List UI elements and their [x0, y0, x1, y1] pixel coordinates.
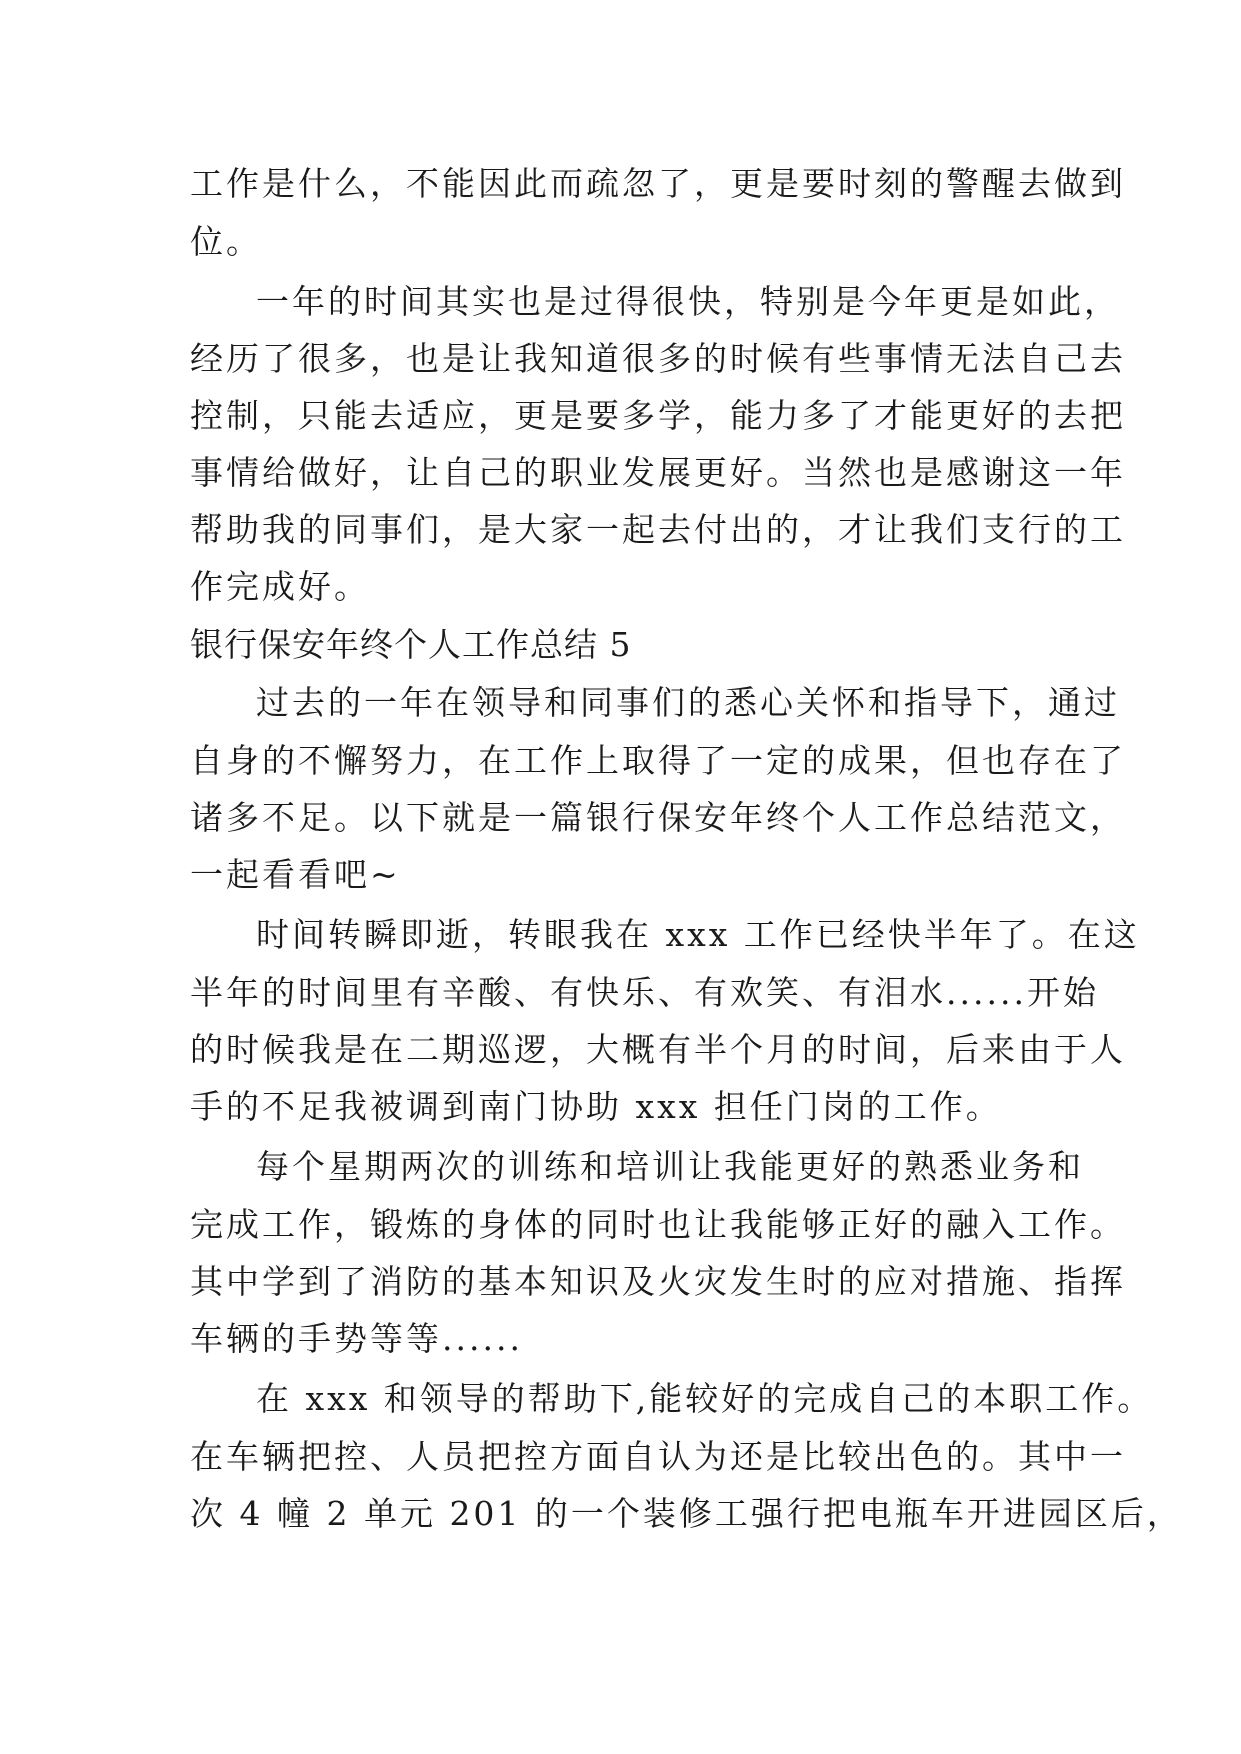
- text-line: 在车辆把控、人员把控方面自认为还是比较出色的。其中一: [190, 1437, 1126, 1476]
- text-line: 诸多不足。以下就是一篇银行保安年终个人工作总结范文，: [190, 798, 1126, 837]
- section-heading: 银行保安年终个人工作总结 5: [190, 625, 632, 664]
- text-line: 车辆的手势等等......: [190, 1319, 523, 1358]
- text-line: 事情给做好，让自己的职业发展更好。当然也是感谢这一年: [190, 453, 1126, 492]
- text-line: 半年的时间里有辛酸、有快乐、有欢笑、有泪水......开始: [190, 973, 1099, 1012]
- text-line: 自身的不懈努力，在工作上取得了一定的成果，但也存在了: [190, 741, 1126, 780]
- paragraph-first-line: 过去的一年在领导和同事们的悉心关怀和指导下，通过: [256, 683, 1120, 722]
- text-line: 经历了很多，也是让我知道很多的时候有些事情无法自己去: [190, 339, 1126, 378]
- paragraph-first-line: 每个星期两次的训练和培训让我能更好的熟悉业务和: [256, 1147, 1084, 1186]
- paragraph-first-line: 在 xxx 和领导的帮助下,能较好的完成自己的本职工作。: [256, 1379, 1154, 1418]
- paragraph-first-line: 时间转瞬即逝，转眼我在 xxx 工作已经快半年了。在这: [256, 915, 1140, 954]
- text-line: 控制，只能去适应，更是要多学，能力多了才能更好的去把: [190, 396, 1126, 435]
- text-line: 手的不足我被调到南门协助 xxx 担任门岗的工作。: [190, 1087, 1002, 1126]
- paragraph-first-line: 一年的时间其实也是过得很快，特别是今年更是如此，: [256, 282, 1120, 321]
- text-line: 的时候我是在二期巡逻，大概有半个月的时间，后来由于人: [190, 1030, 1126, 1069]
- text-line: 次 4 幢 2 单元 201 的一个装修工强行把电瓶车开进园区后，: [190, 1494, 1183, 1533]
- text-line: 工作是什么，不能因此而疏忽了，更是要时刻的警醒去做到: [190, 164, 1126, 203]
- text-line: 作完成好。: [190, 567, 370, 606]
- text-line: 完成工作，锻炼的身体的同时也让我能够正好的融入工作。: [190, 1205, 1126, 1244]
- text-line: 一起看看吧~: [190, 855, 401, 894]
- text-line: 位。: [190, 222, 262, 261]
- text-line: 帮助我的同事们，是大家一起去付出的，才让我们支行的工: [190, 510, 1126, 549]
- text-line: 其中学到了消防的基本知识及火灾发生时的应对措施、指挥: [190, 1262, 1126, 1301]
